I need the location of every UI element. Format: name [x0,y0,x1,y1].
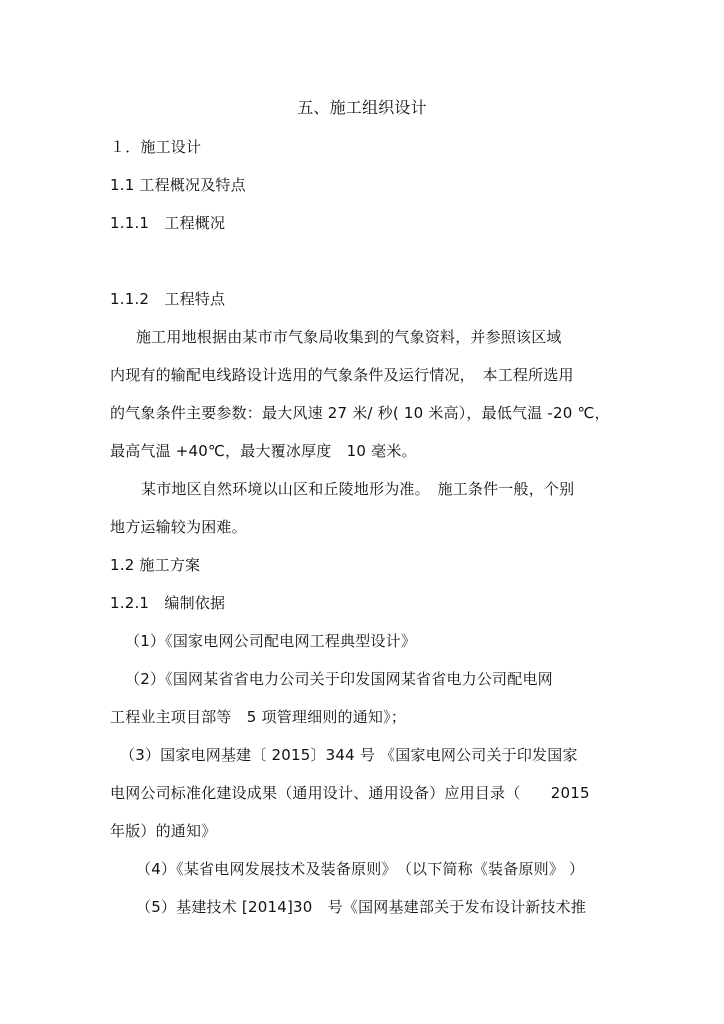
list-item: （3）国家电网基建〔 2015〕344 号 《国家电网公司关于印发国家 [120,746,578,764]
paragraph-line: 某市地区自然环境以山区和丘陵地形为准。 施工条件一般，个别 [141,480,575,498]
heading-1: １．施工设计 [110,138,202,156]
heading-1-1-2: 1.1.2 工程特点 [110,290,226,308]
list-item: （4）《某省电网发展技术及装备原则》 （以下简称《装备原则》 ） [136,860,585,878]
list-item-continuation: 工程业主项目部等 5 项管理细则的通知》； [110,708,407,726]
paragraph-line: 施工用地根据由某市市气象局收集到的气象资料，并参照该区域 [136,328,562,346]
section-title: 五、施工组织设计 [297,98,427,117]
heading-1-2: 1.2 施工方案 [110,556,201,574]
heading-1-1-1: 1.1.1 工程概况 [110,214,226,232]
paragraph-line: 地方运输较为困难。 [110,518,247,536]
list-item: （2）《国网某省省电力公司关于印发国网某省省电力公司配电网 [125,670,553,688]
heading-1-1: 1.1 工程概况及特点 [110,176,246,194]
paragraph-line: 内现有的输配电线路设计选用的气象条件及运行情况， 本工程所选用 [110,366,574,384]
paragraph-line: 最高气温 +40℃，最大覆冰厚度 10 毫米。 [110,442,417,460]
list-item: （1）《国家电网公司配电网工程典型设计》 [125,632,417,650]
list-item: （5）基建技术 [2014]30 号《国网基建部关于发布设计新技术推 [136,898,587,916]
list-item-continuation: 年版）的通知》 [110,822,217,840]
list-item-continuation: 电网公司标准化建设成果（通用设计、通用设备）应用目录（ 2015 [110,784,590,802]
paragraph-line: 的气象条件主要参数：最大风速 27 米/ 秒( 10 米高），最低气温 -20 ℃， [110,404,610,422]
heading-1-2-1: 1.2.1 编制依据 [110,594,226,612]
